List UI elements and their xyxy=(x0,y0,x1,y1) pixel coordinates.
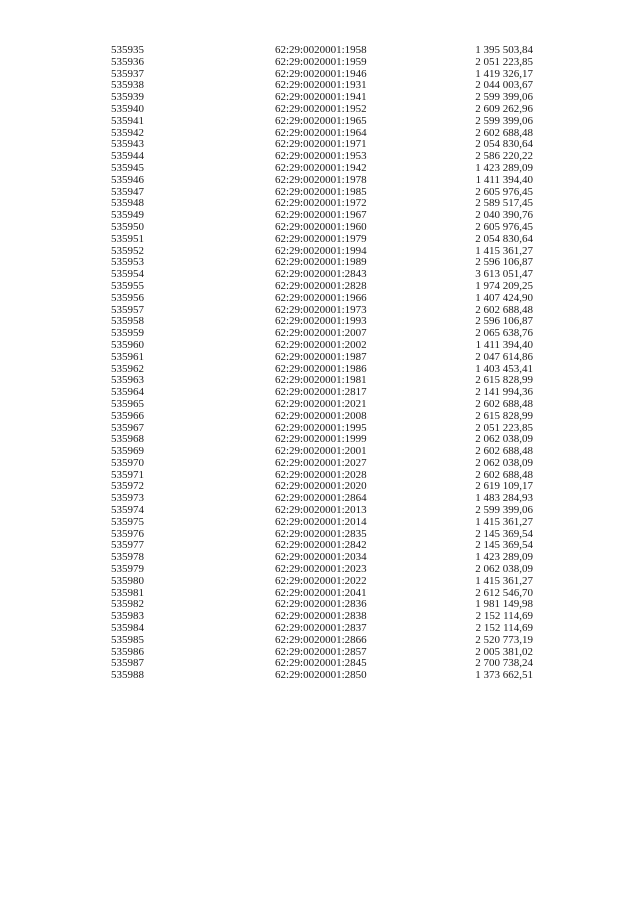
cadastral-value-cell: 2 615 828,99 xyxy=(475,409,533,422)
row-number-cell: 535951 xyxy=(111,232,144,245)
table-row xyxy=(0,293,640,305)
cadastral-value-cell: 2 051 223,85 xyxy=(475,55,533,68)
cadastral-number-cell: 62:29:0020001:2845 xyxy=(275,657,367,670)
cadastral-number-cell: 62:29:0020001:1987 xyxy=(275,350,367,363)
cadastral-number-cell: 62:29:0020001:2001 xyxy=(275,445,367,458)
cadastral-number-cell: 62:29:0020001:2866 xyxy=(275,633,367,646)
cadastral-number-cell: 62:29:0020001:2007 xyxy=(275,327,367,340)
cadastral-value-cell: 2 596 106,87 xyxy=(475,315,533,328)
cadastral-number-cell: 62:29:0020001:1973 xyxy=(275,303,367,316)
cadastral-value-cell: 2 152 114,69 xyxy=(475,610,533,623)
cadastral-value-cell: 2 602 688,48 xyxy=(475,445,533,458)
row-number-cell: 535985 xyxy=(111,633,144,646)
cadastral-number-cell: 62:29:0020001:2836 xyxy=(275,598,367,611)
row-number-cell: 535949 xyxy=(111,209,144,222)
cadastral-number-cell: 62:29:0020001:1941 xyxy=(275,91,367,104)
row-number-cell: 535986 xyxy=(111,645,144,658)
row-number-cell: 535965 xyxy=(111,397,144,410)
row-number-cell: 535962 xyxy=(111,362,144,375)
row-number-cell: 535987 xyxy=(111,657,144,670)
cadastral-value-cell: 2 062 038,09 xyxy=(475,433,533,446)
cadastral-value-cell: 1 373 662,51 xyxy=(475,669,533,682)
cadastral-value-cell: 1 403 453,41 xyxy=(475,362,533,375)
row-number-cell: 535948 xyxy=(111,197,144,210)
table-row xyxy=(0,399,640,411)
row-number-cell: 535955 xyxy=(111,279,144,292)
row-number-cell: 535940 xyxy=(111,102,144,115)
cadastral-number-cell: 62:29:0020001:2020 xyxy=(275,480,367,493)
row-number-cell: 535939 xyxy=(111,91,144,104)
cadastral-value-cell: 2 612 546,70 xyxy=(475,586,533,599)
table-row xyxy=(0,281,640,293)
cadastral-number-cell: 62:29:0020001:1978 xyxy=(275,173,367,186)
row-number-cell: 535935 xyxy=(111,44,144,56)
cadastral-number-cell: 62:29:0020001:1989 xyxy=(275,256,367,269)
row-number-cell: 535977 xyxy=(111,539,144,552)
row-number-cell: 535979 xyxy=(111,563,144,576)
row-number-cell: 535970 xyxy=(111,456,144,469)
cadastral-number-cell: 62:29:0020001:1953 xyxy=(275,150,367,163)
cadastral-number-cell: 62:29:0020001:1986 xyxy=(275,362,367,375)
cadastral-value-cell: 1 981 149,98 xyxy=(475,598,533,611)
cadastral-number-cell: 62:29:0020001:2838 xyxy=(275,610,367,623)
cadastral-value-cell: 1 411 394,40 xyxy=(475,173,533,186)
cadastral-value-cell: 1 483 284,93 xyxy=(475,492,533,505)
cadastral-value-cell: 3 613 051,47 xyxy=(475,268,533,281)
cadastral-value-cell: 2 145 369,54 xyxy=(475,539,533,552)
cadastral-number-cell: 62:29:0020001:1999 xyxy=(275,433,367,446)
cadastral-number-cell: 62:29:0020001:1952 xyxy=(275,102,367,115)
row-number-cell: 535964 xyxy=(111,386,144,399)
cadastral-value-cell: 2 615 828,99 xyxy=(475,374,533,387)
row-number-cell: 535953 xyxy=(111,256,144,269)
row-number-cell: 535982 xyxy=(111,598,144,611)
cadastral-value-cell: 1 974 209,25 xyxy=(475,279,533,292)
cadastral-value-cell: 2 602 688,48 xyxy=(475,303,533,316)
cadastral-number-cell: 62:29:0020001:2843 xyxy=(275,268,367,281)
cadastral-value-cell: 2 599 399,06 xyxy=(475,504,533,517)
cadastral-number-cell: 62:29:0020001:1931 xyxy=(275,79,367,92)
row-number-cell: 535954 xyxy=(111,268,144,281)
table-row xyxy=(0,163,640,175)
cadastral-value-cell: 2 062 038,09 xyxy=(475,456,533,469)
cadastral-value-cell: 2 054 830,64 xyxy=(475,232,533,245)
cadastral-value-cell: 2 605 976,45 xyxy=(475,220,533,233)
cadastral-number-cell: 62:29:0020001:1946 xyxy=(275,67,367,80)
cadastral-value-cell: 1 423 289,09 xyxy=(475,161,533,174)
row-number-cell: 535945 xyxy=(111,161,144,174)
row-number-cell: 535958 xyxy=(111,315,144,328)
cadastral-value-cell: 2 609 262,96 xyxy=(475,102,533,115)
row-number-cell: 535959 xyxy=(111,327,144,340)
row-number-cell: 535980 xyxy=(111,574,144,587)
cadastral-value-cell: 2 054 830,64 xyxy=(475,138,533,151)
cadastral-number-cell: 62:29:0020001:2837 xyxy=(275,622,367,635)
table-row xyxy=(0,352,640,364)
cadastral-number-cell: 62:29:0020001:1965 xyxy=(275,114,367,127)
data-table xyxy=(0,45,640,682)
row-number-cell: 535941 xyxy=(111,114,144,127)
row-number-cell: 535944 xyxy=(111,150,144,163)
row-number-cell: 535956 xyxy=(111,291,144,304)
table-row xyxy=(0,517,640,529)
cadastral-value-cell: 2 700 738,24 xyxy=(475,657,533,670)
row-number-cell: 535947 xyxy=(111,185,144,198)
cadastral-number-cell: 62:29:0020001:1966 xyxy=(275,291,367,304)
cadastral-value-cell: 2 602 688,48 xyxy=(475,468,533,481)
row-number-cell: 535946 xyxy=(111,173,144,186)
cadastral-value-cell: 2 051 223,85 xyxy=(475,421,533,434)
row-number-cell: 535975 xyxy=(111,515,144,528)
cadastral-value-cell: 2 602 688,48 xyxy=(475,126,533,139)
cadastral-number-cell: 62:29:0020001:2022 xyxy=(275,574,367,587)
cadastral-number-cell: 62:29:0020001:2014 xyxy=(275,515,367,528)
row-number-cell: 535971 xyxy=(111,468,144,481)
cadastral-value-cell: 1 407 424,90 xyxy=(475,291,533,304)
cadastral-value-cell: 2 152 114,69 xyxy=(475,622,533,635)
row-number-cell: 535974 xyxy=(111,504,144,517)
row-number-cell: 535960 xyxy=(111,338,144,351)
table-row xyxy=(0,116,640,128)
row-number-cell: 535938 xyxy=(111,79,144,92)
cadastral-value-cell: 1 423 289,09 xyxy=(475,551,533,564)
cadastral-value-cell: 2 605 976,45 xyxy=(475,185,533,198)
table-row xyxy=(0,234,640,246)
cadastral-value-cell: 2 047 614,86 xyxy=(475,350,533,363)
cadastral-number-cell: 62:29:0020001:2034 xyxy=(275,551,367,564)
row-number-cell: 535957 xyxy=(111,303,144,316)
row-number-cell: 535988 xyxy=(111,669,144,682)
cadastral-number-cell: 62:29:0020001:2028 xyxy=(275,468,367,481)
cadastral-number-cell: 62:29:0020001:2041 xyxy=(275,586,367,599)
cadastral-value-cell: 1 395 503,84 xyxy=(475,44,533,56)
cadastral-value-cell: 2 005 381,02 xyxy=(475,645,533,658)
row-number-cell: 535967 xyxy=(111,421,144,434)
cadastral-number-cell: 62:29:0020001:2008 xyxy=(275,409,367,422)
cadastral-value-cell: 2 602 688,48 xyxy=(475,397,533,410)
cadastral-number-cell: 62:29:0020001:2013 xyxy=(275,504,367,517)
row-number-cell: 535936 xyxy=(111,55,144,68)
row-number-cell: 535984 xyxy=(111,622,144,635)
cadastral-value-cell: 1 411 394,40 xyxy=(475,338,533,351)
row-number-cell: 535978 xyxy=(111,551,144,564)
table-row xyxy=(0,104,640,116)
row-number-cell: 535943 xyxy=(111,138,144,151)
cadastral-value-cell: 2 586 220,22 xyxy=(475,150,533,163)
cadastral-number-cell: 62:29:0020001:2850 xyxy=(275,669,367,682)
table-row xyxy=(0,458,640,470)
cadastral-number-cell: 62:29:0020001:1995 xyxy=(275,421,367,434)
cadastral-value-cell: 2 062 038,09 xyxy=(475,563,533,576)
cadastral-number-cell: 62:29:0020001:2828 xyxy=(275,279,367,292)
row-number-cell: 535972 xyxy=(111,480,144,493)
cadastral-number-cell: 62:29:0020001:1981 xyxy=(275,374,367,387)
cadastral-number-cell: 62:29:0020001:2864 xyxy=(275,492,367,505)
cadastral-number-cell: 62:29:0020001:1993 xyxy=(275,315,367,328)
cadastral-number-cell: 62:29:0020001:1979 xyxy=(275,232,367,245)
table-row xyxy=(0,340,640,352)
table-row xyxy=(0,57,640,69)
row-number-cell: 535973 xyxy=(111,492,144,505)
cadastral-value-cell: 2 145 369,54 xyxy=(475,527,533,540)
row-number-cell: 535981 xyxy=(111,586,144,599)
cadastral-value-cell: 2 040 390,76 xyxy=(475,209,533,222)
row-number-cell: 535983 xyxy=(111,610,144,623)
row-number-cell: 535966 xyxy=(111,409,144,422)
cadastral-number-cell: 62:29:0020001:2027 xyxy=(275,456,367,469)
cadastral-value-cell: 1 419 326,17 xyxy=(475,67,533,80)
table-row xyxy=(0,670,640,682)
table-row xyxy=(0,411,640,423)
row-number-cell: 535969 xyxy=(111,445,144,458)
cadastral-number-cell: 62:29:0020001:1972 xyxy=(275,197,367,210)
cadastral-value-cell: 2 141 994,36 xyxy=(475,386,533,399)
cadastral-value-cell: 1 415 361,27 xyxy=(475,515,533,528)
cadastral-number-cell: 62:29:0020001:1960 xyxy=(275,220,367,233)
row-number-cell: 535961 xyxy=(111,350,144,363)
cadastral-number-cell: 62:29:0020001:1994 xyxy=(275,244,367,257)
cadastral-number-cell: 62:29:0020001:2023 xyxy=(275,563,367,576)
table-row xyxy=(0,635,640,647)
row-number-cell: 535952 xyxy=(111,244,144,257)
cadastral-value-cell: 2 599 399,06 xyxy=(475,114,533,127)
cadastral-number-cell: 62:29:0020001:2817 xyxy=(275,386,367,399)
row-number-cell: 535963 xyxy=(111,374,144,387)
cadastral-number-cell: 62:29:0020001:1958 xyxy=(275,44,367,56)
cadastral-number-cell: 62:29:0020001:1971 xyxy=(275,138,367,151)
cadastral-number-cell: 62:29:0020001:1959 xyxy=(275,55,367,68)
row-number-cell: 535976 xyxy=(111,527,144,540)
cadastral-value-cell: 1 415 361,27 xyxy=(475,574,533,587)
cadastral-value-cell: 2 520 773,19 xyxy=(475,633,533,646)
cadastral-number-cell: 62:29:0020001:1985 xyxy=(275,185,367,198)
cadastral-value-cell: 2 065 638,76 xyxy=(475,327,533,340)
cadastral-value-cell: 2 596 106,87 xyxy=(475,256,533,269)
cadastral-value-cell: 2 619 109,17 xyxy=(475,480,533,493)
cadastral-number-cell: 62:29:0020001:1964 xyxy=(275,126,367,139)
cadastral-number-cell: 62:29:0020001:2842 xyxy=(275,539,367,552)
cadastral-value-cell: 2 589 517,45 xyxy=(475,197,533,210)
table-row xyxy=(0,576,640,588)
cadastral-number-cell: 62:29:0020001:1967 xyxy=(275,209,367,222)
cadastral-value-cell: 2 044 003,67 xyxy=(475,79,533,92)
cadastral-number-cell: 62:29:0020001:2835 xyxy=(275,527,367,540)
cadastral-number-cell: 62:29:0020001:2857 xyxy=(275,645,367,658)
row-number-cell: 535950 xyxy=(111,220,144,233)
table-row xyxy=(0,175,640,187)
cadastral-value-cell: 1 415 361,27 xyxy=(475,244,533,257)
cadastral-number-cell: 62:29:0020001:2021 xyxy=(275,397,367,410)
cadastral-number-cell: 62:29:0020001:2002 xyxy=(275,338,367,351)
table-row xyxy=(0,222,640,234)
row-number-cell: 535968 xyxy=(111,433,144,446)
cadastral-value-cell: 2 599 399,06 xyxy=(475,91,533,104)
row-number-cell: 535942 xyxy=(111,126,144,139)
cadastral-number-cell: 62:29:0020001:1942 xyxy=(275,161,367,174)
row-number-cell: 535937 xyxy=(111,67,144,80)
